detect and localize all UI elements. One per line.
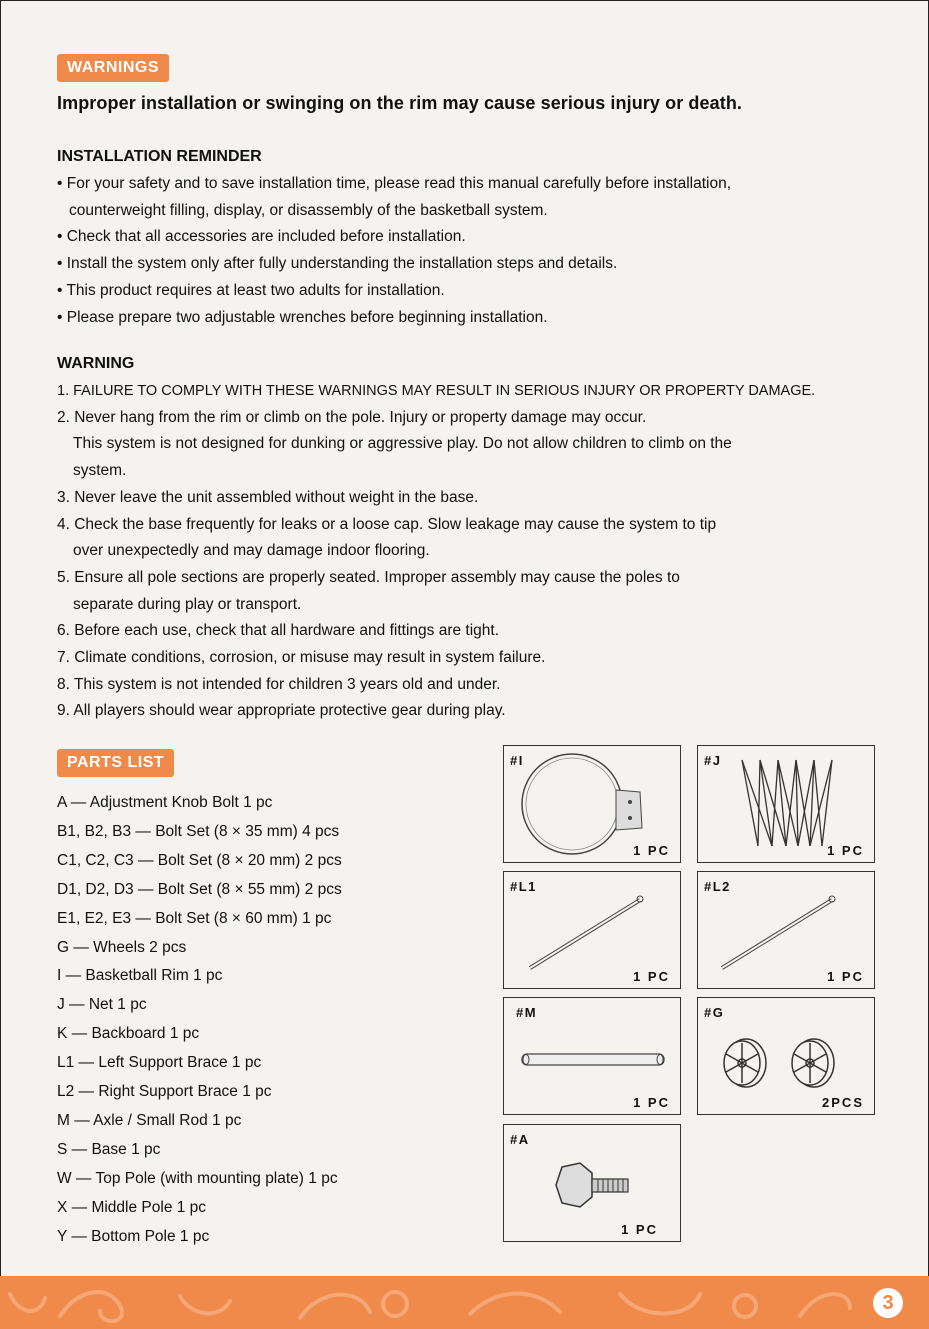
parts-list-badge: PARTS LIST (57, 749, 174, 777)
list-item: K — Backboard 1 pc (57, 1025, 200, 1043)
list-item: 2. Never hang from the rim or climb on the pole. Injury or property damage may occur. (57, 408, 647, 426)
list-item: • For your safety and to save installation time, please read this manual carefully before installation, (57, 175, 732, 192)
part-box-label: #L2 (704, 879, 731, 894)
list-item: Y — Bottom Pole 1 pc (57, 1227, 210, 1245)
list-item: J — Net 1 pc (57, 996, 147, 1014)
list-item: E1, E2, E3 — Bolt Set (8 × 60 mm) 1 pc (57, 909, 332, 927)
part-box-label: #L1 (510, 879, 537, 894)
installation-title: INSTALLATION REMINDER (57, 148, 262, 165)
footer-band (0, 1276, 929, 1329)
list-item: 8. This system is not intended for children 3 years old and under. (57, 675, 501, 693)
list-item: A — Adjustment Knob Bolt 1 pc (57, 794, 273, 811)
part-box-qty: 1 PC (827, 843, 864, 858)
part-box-a (503, 1124, 681, 1242)
list-item: B1, B2, B3 — Bolt Set (8 × 35 mm) 4 pcs (57, 822, 340, 840)
list-item: G — Wheels 2 pcs (57, 938, 187, 956)
warnings-badge: WARNINGS (57, 54, 169, 82)
part-box-qty: 2PCS (822, 1095, 864, 1110)
list-item: I — Basketball Rim 1 pc (57, 967, 223, 985)
warning-list (57, 378, 815, 725)
part-box-qty: 1 PC (827, 969, 864, 984)
part-box-label: #A (510, 1132, 530, 1147)
list-item: X — Middle Pole 1 pc (57, 1198, 207, 1216)
part-box-l1 (503, 871, 681, 989)
list-item: This system is not designed for dunking or aggressive play. Do not allow children to climb on the (73, 435, 732, 453)
list-item: 9. All players should wear appropriate protective gear during play. (57, 702, 506, 720)
list-item: W — Top Pole (with mounting plate) 1 pc (57, 1169, 338, 1187)
list-item: 5. Ensure all pole sections are properly seated. Improper assembly may cause the poles to (57, 568, 680, 586)
part-box-l2 (697, 871, 875, 989)
part-box-label: #G (704, 1005, 725, 1020)
installation-list (57, 171, 731, 331)
list-item: • Please prepare two adjustable wrenches before beginning installation. (57, 308, 548, 326)
list-item: 3. Never leave the unit assembled without weight in the base. (57, 488, 479, 506)
headline: Improper installation or swinging on the rim may cause serious injury or death. (57, 93, 743, 113)
list-item: 4. Check the base frequently for leaks or a loose cap. Slow leakage may cause the system to tip (57, 515, 717, 533)
part-box-j (697, 745, 875, 863)
swirl-pattern-icon (0, 1276, 929, 1329)
list-item: M — Axle / Small Rod 1 pc (57, 1111, 242, 1129)
warning-title: WARNING (57, 355, 135, 372)
part-box-qty: 1 PC (621, 1222, 658, 1237)
list-item: separate during play or transport. (73, 595, 302, 613)
part-box-label: #J (704, 753, 722, 768)
part-box-m (503, 997, 681, 1115)
list-item: over unexpectedly and may damage indoor flooring. (73, 542, 430, 560)
part-box-label: #I (510, 753, 524, 768)
part-box-label: #M (516, 1005, 538, 1020)
parts-list (57, 789, 342, 1252)
part-box-qty: 1 PC (633, 969, 670, 984)
list-item: • This product requires at least two adults for installation. (57, 281, 445, 299)
list-item: • Install the system only after fully understanding the installation steps and details. (57, 255, 618, 273)
part-box-g (697, 997, 875, 1115)
list-item: D1, D2, D3 — Bolt Set (8 × 55 mm) 2 pcs (57, 880, 342, 898)
part-box-i (503, 745, 681, 863)
list-item: S — Base 1 pc (57, 1140, 161, 1158)
list-item: counterweight filling, display, or disassembly of the basketball system. (69, 201, 548, 219)
list-item: L2 — Right Support Brace 1 pc (57, 1083, 272, 1101)
part-box-qty: 1 PC (633, 1095, 670, 1110)
list-item: 1. FAILURE TO COMPLY WITH THESE WARNINGS MAY RESULT IN SERIOUS INJURY OR PROPERTY DAMAGE. (57, 383, 816, 399)
list-item: C1, C2, C3 — Bolt Set (8 × 20 mm) 2 pcs (57, 851, 342, 869)
page-number: 3 (873, 1288, 903, 1318)
list-item: L1 — Left Support Brace 1 pc (57, 1054, 262, 1072)
part-box-qty: 1 PC (633, 843, 670, 858)
list-item: system. (73, 462, 127, 480)
list-item: 6. Before each use, check that all hardware and fittings are tight. (57, 622, 500, 640)
list-item: • Check that all accessories are included before installation. (57, 228, 466, 246)
list-item: 7. Climate conditions, corrosion, or misuse may result in system failure. (57, 649, 546, 667)
